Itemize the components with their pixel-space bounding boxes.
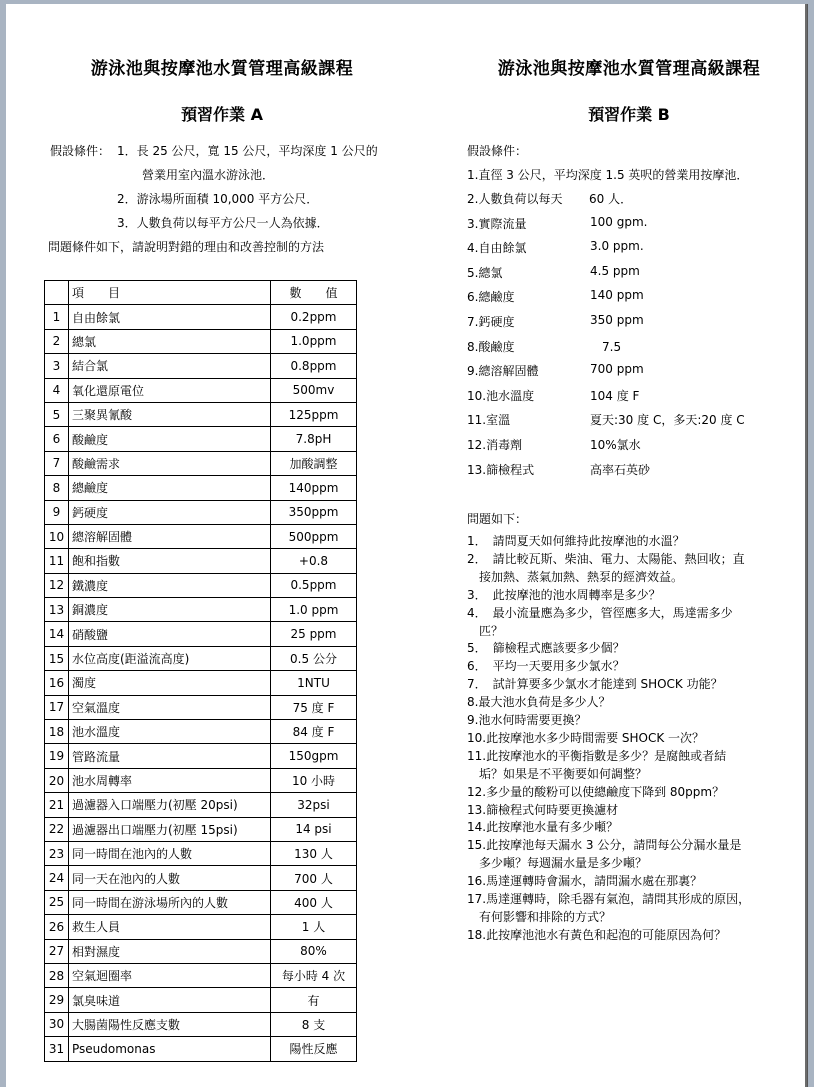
row-item: 空氣迴圈率 bbox=[69, 963, 271, 987]
question-line: 接加熱、蒸氣加熱、熱泵的經濟效益。 bbox=[467, 569, 684, 584]
row-item: 水位高度(距溢流高度) bbox=[69, 646, 271, 670]
row-item: 空氣溫度 bbox=[69, 695, 271, 719]
row-value: 75 度 F bbox=[271, 695, 357, 719]
row-item: 同一天在池內的人數 bbox=[69, 866, 271, 890]
row-number: 18 bbox=[45, 720, 69, 744]
row-number: 26 bbox=[45, 915, 69, 939]
row-value: 14 psi bbox=[271, 817, 357, 841]
conditions-label-a: 假設條件： bbox=[50, 144, 111, 158]
row-item: 相對濕度 bbox=[69, 939, 271, 963]
row-value: 25 ppm bbox=[271, 622, 357, 646]
row-value: 125ppm bbox=[271, 402, 357, 426]
row-value: 有 bbox=[271, 988, 357, 1012]
row-item: 銅濃度 bbox=[69, 598, 271, 622]
table-row bbox=[45, 622, 357, 646]
table-row bbox=[45, 988, 357, 1012]
row-number: 29 bbox=[45, 988, 69, 1012]
row-item: 救生人員 bbox=[69, 915, 271, 939]
row-value: 0.2ppm bbox=[271, 305, 357, 329]
table-row bbox=[45, 768, 357, 792]
row-value: 1NTU bbox=[271, 671, 357, 695]
row-value: 1.0 ppm bbox=[271, 598, 357, 622]
parameter-value: 350 ppm bbox=[590, 313, 644, 327]
condition-a-3: 3．人數負荷以每平方公尺一人為依據． bbox=[117, 216, 329, 230]
row-item: 氧化還原電位 bbox=[69, 378, 271, 402]
table-row bbox=[45, 841, 357, 865]
parameter-value: 3.0 ppm. bbox=[590, 239, 644, 254]
row-item: 總溶解固體 bbox=[69, 524, 271, 548]
question-line: 17.馬達運轉時，除毛器有氣泡，請問其形成的原因， bbox=[467, 892, 751, 906]
parameter-label: 4.自由餘氯 bbox=[467, 241, 527, 256]
row-value: 0.8ppm bbox=[271, 354, 357, 378]
row-item: 池水周轉率 bbox=[69, 768, 271, 792]
row-item: 同一時間在池內的人數 bbox=[69, 841, 271, 865]
row-item: 大腸菌陽性反應支數 bbox=[69, 1012, 271, 1036]
row-item: 自由餘氯 bbox=[69, 305, 271, 329]
row-item: 鈣硬度 bbox=[69, 500, 271, 524]
row-number: 6 bbox=[45, 427, 69, 451]
row-number: 20 bbox=[45, 768, 69, 792]
problem-intro-a: 問題條件如下，請說明對錯的理由和改善控制的方法 bbox=[48, 240, 325, 254]
row-number: 11 bbox=[45, 549, 69, 573]
question-line: 15.此按摩池每天漏水 3 公分，請問每公分漏水量是 bbox=[467, 838, 742, 853]
row-number: 25 bbox=[45, 890, 69, 914]
row-value: 0.5ppm bbox=[271, 573, 357, 597]
parameter-label: 3.實際流量 bbox=[467, 216, 527, 231]
row-number: 13 bbox=[45, 598, 69, 622]
parameter-label: 11.室溫 bbox=[467, 413, 511, 428]
row-value: 10 小時 bbox=[271, 768, 357, 792]
row-value: 0.5 公分 bbox=[271, 646, 357, 670]
parameter-label: 8.酸鹼度 bbox=[467, 339, 515, 354]
row-item: 鐵濃度 bbox=[69, 573, 271, 597]
row-value: 加酸調整 bbox=[271, 451, 357, 475]
table-row bbox=[45, 427, 357, 451]
row-number: 30 bbox=[45, 1012, 69, 1036]
row-item: Pseudomonas bbox=[69, 1037, 271, 1061]
row-value: 80% bbox=[271, 939, 357, 963]
row-value: +0.8 bbox=[271, 549, 357, 573]
condition-a-2: 2．游泳場所面積 10,000 平方公尺． bbox=[117, 192, 319, 206]
parameter-value: 140 ppm bbox=[590, 288, 644, 303]
table-row bbox=[45, 695, 357, 719]
question-line: 5． 篩檢程式應該要多少個？ bbox=[467, 641, 625, 656]
parameter-value: 700 ppm bbox=[590, 362, 644, 377]
parameter-value: 高率石英砂 bbox=[590, 462, 651, 477]
row-item: 過濾器入口端壓力(初壓 20psi) bbox=[69, 793, 271, 817]
row-number: 16 bbox=[45, 671, 69, 695]
row-number: 4 bbox=[45, 378, 69, 402]
row-value: 140ppm bbox=[271, 476, 357, 500]
table-row bbox=[45, 598, 357, 622]
parameter-value: 60 人． bbox=[589, 192, 633, 206]
parameter-value: 7.5 bbox=[590, 339, 622, 354]
question-line: 有何影響和排除的方式？ bbox=[467, 909, 612, 924]
row-number: 22 bbox=[45, 817, 69, 841]
row-item: 總氯 bbox=[69, 329, 271, 353]
subtitle-b: 預習作業 B bbox=[588, 105, 670, 124]
table-row bbox=[45, 866, 357, 890]
row-value: 1.0ppm bbox=[271, 329, 357, 353]
parameter-value: 4.5 ppm bbox=[590, 263, 640, 278]
table-row bbox=[45, 671, 357, 695]
table-row bbox=[45, 720, 357, 744]
table-row bbox=[45, 963, 357, 987]
row-number: 8 bbox=[45, 476, 69, 500]
question-line: 垢？如果是不平衡要如何調整？ bbox=[467, 766, 648, 781]
question-line: 14.此按摩池水量有多少噸？ bbox=[467, 820, 619, 835]
row-value: 32psi bbox=[271, 793, 357, 817]
row-number: 5 bbox=[45, 402, 69, 426]
title-a: 游泳池與按摩池水質管理高級課程 bbox=[90, 59, 354, 79]
table-row bbox=[45, 451, 357, 475]
table-row bbox=[45, 817, 357, 841]
question-line: 2． 請比較瓦斯、柴油、電力、太陽能、熱回收；直 bbox=[467, 551, 745, 566]
row-item: 總鹼度 bbox=[69, 476, 271, 500]
row-number: 3 bbox=[45, 354, 69, 378]
row-value: 陽性反應 bbox=[271, 1037, 357, 1061]
row-value: 500ppm bbox=[271, 524, 357, 548]
question-line: 匹？ bbox=[467, 623, 504, 638]
document-page bbox=[6, 4, 807, 1087]
row-number: 28 bbox=[45, 963, 69, 987]
question-line: 16.馬達運轉時會漏水，請問漏水處在那裏？ bbox=[467, 874, 703, 889]
title-b: 游泳池與按摩池水質管理高級課程 bbox=[497, 59, 761, 79]
condition-a-1-cont: 營業用室內溫水游泳池． bbox=[142, 168, 275, 182]
question-line: 1． 請問夏天如何維持此按摩池的水溫？ bbox=[467, 534, 685, 548]
row-item: 同一時間在游泳場所內的人數 bbox=[69, 890, 271, 914]
row-value: 130 人 bbox=[271, 841, 357, 865]
row-value: 150gpm bbox=[271, 744, 357, 768]
parameter-label: 13.篩檢程式 bbox=[467, 462, 535, 477]
row-number: 21 bbox=[45, 793, 69, 817]
parameter-value: 104 度 F bbox=[590, 388, 640, 403]
row-value: 84 度 F bbox=[271, 720, 357, 744]
table-row bbox=[45, 890, 357, 914]
parameter-label: 6.總鹼度 bbox=[467, 290, 515, 305]
conditions-table bbox=[44, 280, 357, 1062]
row-item: 三聚異氰酸 bbox=[69, 402, 271, 426]
question-line: 13.篩檢程式何時要更換濾材 bbox=[467, 802, 619, 817]
row-number: 12 bbox=[45, 573, 69, 597]
table-row bbox=[45, 378, 357, 402]
row-value: 8 支 bbox=[271, 1012, 357, 1036]
row-value: 每小時 4 次 bbox=[271, 963, 357, 987]
table-row bbox=[45, 744, 357, 768]
table-row bbox=[45, 915, 357, 939]
parameter-label: 10.池水溫度 bbox=[467, 388, 535, 403]
row-item: 氯臭味道 bbox=[69, 988, 271, 1012]
table-row bbox=[45, 500, 357, 524]
table-row bbox=[45, 305, 357, 329]
row-item: 硝酸鹽 bbox=[69, 622, 271, 646]
question-line: 6． 平均一天要用多少氯水？ bbox=[467, 659, 625, 674]
row-value: 1 人 bbox=[271, 915, 357, 939]
parameter-value: 夏天:30 度 C，多天:20 度 C bbox=[590, 413, 745, 428]
row-item: 池水溫度 bbox=[69, 720, 271, 744]
row-value: 500mv bbox=[271, 378, 357, 402]
row-number: 1 bbox=[45, 305, 69, 329]
subtitle-a: 預習作業 A bbox=[181, 105, 263, 124]
header-no-cell bbox=[45, 281, 69, 305]
row-item: 結合氯 bbox=[69, 354, 271, 378]
table-row bbox=[45, 1012, 357, 1036]
row-number: 10 bbox=[45, 524, 69, 548]
row-number: 31 bbox=[45, 1037, 69, 1061]
question-line: 10.此按摩池水多少時間需要 SHOCK 一次？ bbox=[467, 730, 705, 745]
row-number: 27 bbox=[45, 939, 69, 963]
row-value: 700 人 bbox=[271, 866, 357, 890]
table-row bbox=[45, 1037, 357, 1061]
parameter-value: 10%氯水 bbox=[590, 438, 641, 452]
question-line: 18.此按摩池池水有黃色和起泡的可能原因為何？ bbox=[467, 927, 727, 942]
row-item: 管路流量 bbox=[69, 744, 271, 768]
row-item: 飽和指數 bbox=[69, 549, 271, 573]
row-item: 酸鹼度 bbox=[69, 427, 271, 451]
parameter-label: 5.總氯 bbox=[467, 265, 503, 280]
question-line: 9.池水何時需要更換？ bbox=[467, 713, 587, 727]
parameter-label: 9.總溶解固體 bbox=[467, 364, 539, 379]
question-line: 8.最大池水負荷是多少人？ bbox=[467, 695, 611, 710]
table-row bbox=[45, 329, 357, 353]
table-row bbox=[45, 646, 357, 670]
question-line: 7． 試計算要多少氯水才能達到 SHOCK 功能？ bbox=[467, 677, 723, 692]
parameter-label: 12.消毒劑 bbox=[467, 438, 523, 452]
row-value: 400 人 bbox=[271, 890, 357, 914]
table-header-row bbox=[45, 281, 357, 305]
row-item: 濁度 bbox=[69, 671, 271, 695]
header-value-cell: 數 值 bbox=[271, 281, 357, 305]
parameter-label: 2.人數負荷以每天 bbox=[467, 192, 563, 206]
header-item-cell: 項 目 bbox=[69, 281, 271, 305]
table-row bbox=[45, 573, 357, 597]
row-number: 15 bbox=[45, 646, 69, 670]
condition-b-1: 1.直徑 3 公尺，平均深度 1.5 英呎的營業用按摩池． bbox=[467, 168, 749, 182]
question-line: 多少噸？每週漏水量是多少噸？ bbox=[467, 856, 648, 871]
row-number: 23 bbox=[45, 841, 69, 865]
row-number: 14 bbox=[45, 622, 69, 646]
table-row bbox=[45, 402, 357, 426]
row-number: 19 bbox=[45, 744, 69, 768]
row-number: 7 bbox=[45, 451, 69, 475]
row-number: 17 bbox=[45, 695, 69, 719]
row-value: 350ppm bbox=[271, 500, 357, 524]
table-row bbox=[45, 793, 357, 817]
question-line: 3． 此按摩池的池水周轉率是多少？ bbox=[467, 587, 661, 602]
row-value: 7.8pH bbox=[271, 427, 357, 451]
table-row bbox=[45, 476, 357, 500]
row-number: 2 bbox=[45, 329, 69, 353]
parameter-label: 7.鈣硬度 bbox=[467, 315, 515, 329]
row-number: 9 bbox=[45, 500, 69, 524]
parameter-value: 100 gpm. bbox=[590, 214, 648, 229]
table-row bbox=[45, 524, 357, 548]
conditions-label-b: 假設條件： bbox=[467, 144, 528, 158]
row-item: 酸鹼需求 bbox=[69, 451, 271, 475]
question-line: 4． 最小流量應為多少，管徑應多大，馬達需多少 bbox=[467, 605, 733, 620]
question-line: 11.此按摩池水的平衡指數是多少？是腐蝕或者結 bbox=[467, 748, 727, 763]
row-number: 24 bbox=[45, 866, 69, 890]
question-line: 12.多少量的酸粉可以使總鹼度下降到 80ppm？ bbox=[467, 784, 725, 799]
condition-a-1: 1．長 25 公尺，寬 15 公尺，平均深度 1 公尺的 bbox=[117, 144, 378, 158]
questions-intro: 問題如下： bbox=[467, 512, 528, 526]
row-item: 過濾器出口端壓力(初壓 15psi) bbox=[69, 817, 271, 841]
table-row bbox=[45, 549, 357, 573]
table-row bbox=[45, 939, 357, 963]
table-row bbox=[45, 354, 357, 378]
